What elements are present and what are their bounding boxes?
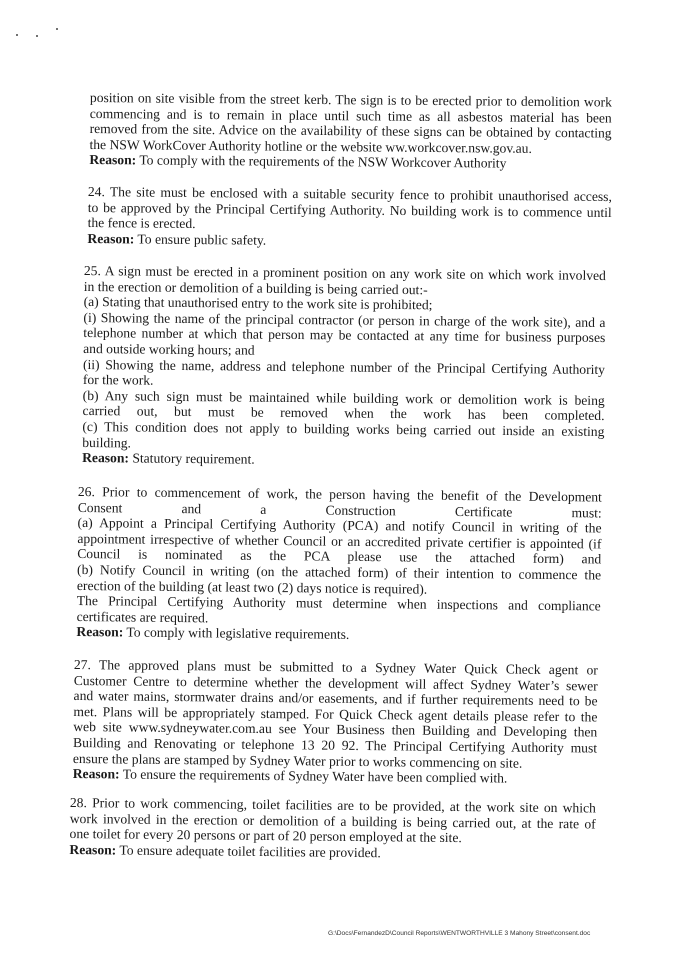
scan-speck-marks (16, 24, 66, 38)
reason-text: To comply with the requirements of the NSW Workcover Authority (136, 152, 507, 172)
body-line: 28. Prior to work commencing, toilet facilities are to be provided, at the work site on which (69, 795, 596, 816)
body-line: to be approved by the Principal Certifying Authority. No building work is to commence until (87, 199, 612, 220)
condition-25 (82, 263, 606, 471)
body-line: one toilet for every 20 persons or part of 20 person employed at the site. (69, 826, 462, 846)
body-line: (b) Notify Council in writing (on the attached form) of their intention to commence the (77, 561, 602, 583)
body-line: met. Plans will be appropriately stamped. For Quick Check agent details please refer to the (73, 703, 598, 725)
body-line: Council is nominated as the PCA please use the attached form) and (77, 546, 602, 567)
body-line: removed from the site. Advice on the availability of these signs can be obtained by contacting (89, 121, 612, 141)
reason-text: To ensure the requirements of Sydney Water have been complied with. (119, 766, 508, 786)
body-line: 27. The approved plans must be submitted to a Sydney Water Quick Check agent or (73, 657, 598, 678)
reason-line (89, 152, 611, 172)
body-line: (b) Any such sign must be maintained while building work or demolition work is being (82, 387, 605, 408)
body-line: in the erection or demolition of a building is being carried out:- (83, 278, 428, 297)
reason-text: To comply with legislative requirements. (123, 624, 350, 643)
body-line: (a) Appoint a Principal Certifying Authority (PCA) and notify Council in writing of the (77, 515, 602, 536)
body-line: Customer Centre to determine whether the development will affect Sydney Water’s sewer (73, 672, 598, 694)
body-line: appointment irrespective of whether Council or an accredited private certifier is appointed (if (77, 530, 602, 552)
body-line: 25. A sign must be erected in a prominent position on any work site on which work involved (83, 263, 606, 284)
body-line: Building and Renovating or telephone 13 20 92. The Principal Certifying Authority must (73, 734, 598, 756)
condition-24 (87, 184, 612, 251)
body-line: erection of the building (at least two (2) days notice is required). (76, 577, 428, 597)
document-footer-path: G:\Docs\FernandezD\Council Reports\WENTWORTHVILLE 3 Mahony Street\consent.doc (328, 930, 591, 937)
body-line: web site www.sydneywater.com.au see Your Business then Building and Developing then (73, 719, 598, 740)
body-line: commencing and is to remain in place until such time as all asbestos material has been (89, 105, 612, 126)
reason-text: Statutory requirement. (128, 450, 255, 467)
body-line: the NSW WorkCover Authority hotline or the website ww.workcover.nsw.gov.au. (89, 136, 532, 156)
body-line: (c) This condition does not apply to building works being carried out inside an existing (82, 418, 605, 439)
reason-text: To ensure adequate toilet facilities are provided. (116, 842, 381, 861)
body-line: telephone number at which that person may be contacted at any time for business purposes (83, 325, 606, 346)
body-line: and outside working hours; and (83, 340, 255, 358)
reason-label: Reason: (76, 624, 124, 640)
body-line: 24. The site must be enclosed with a suitable security fence to prohibit unauthorised access, (87, 184, 612, 205)
body-line: Consent and a Construction Certificate must: (77, 499, 602, 521)
reason-label: Reason: (69, 841, 117, 858)
body-line: and water mains, stormwater drains and/or easements, and if further requirements need to be (73, 688, 598, 709)
body-line: (i) Showing the name of the principal contractor (or person in charge of the work site), and a (83, 309, 606, 330)
reason-label: Reason: (87, 230, 135, 247)
body-line: The Principal Certifying Authority must determine when inspections and compliance (76, 593, 601, 614)
condition-28 (69, 795, 596, 863)
reason-label: Reason: (89, 152, 137, 168)
body-line: for the work. (82, 372, 154, 388)
condition-continuation (89, 90, 612, 173)
body-line: carried out, but must be removed when the work has been completed. (82, 403, 605, 424)
body-line: work involved in the erection or demolition of a building is being carried out, at the rate of (69, 810, 596, 832)
body-line: ensure the plans are stamped by Sydney Water prior to works commencing on site. (72, 750, 523, 771)
body-line: (ii) Showing the name, address and telephone number of the Principal Certifying Authority (82, 356, 606, 377)
body-line: certificates are required. (76, 608, 209, 626)
reason-text: To ensure public safety. (134, 231, 267, 248)
reason-label: Reason: (72, 766, 120, 782)
condition-27 (73, 657, 598, 787)
reason-label: Reason: (82, 450, 130, 466)
body-line: 26. Prior to commencement of work, the person having the benefit of the Development (77, 484, 602, 505)
body-line: (a) Stating that unauthorised entry to the work site is prohibited; (83, 294, 433, 313)
body-line: position on site visible from the street kerb. The sign is to be erected prior to demolition work (89, 90, 612, 110)
body-line: building. (82, 434, 132, 450)
body-line: the fence is erected. (87, 215, 196, 232)
condition-26 (76, 484, 602, 645)
